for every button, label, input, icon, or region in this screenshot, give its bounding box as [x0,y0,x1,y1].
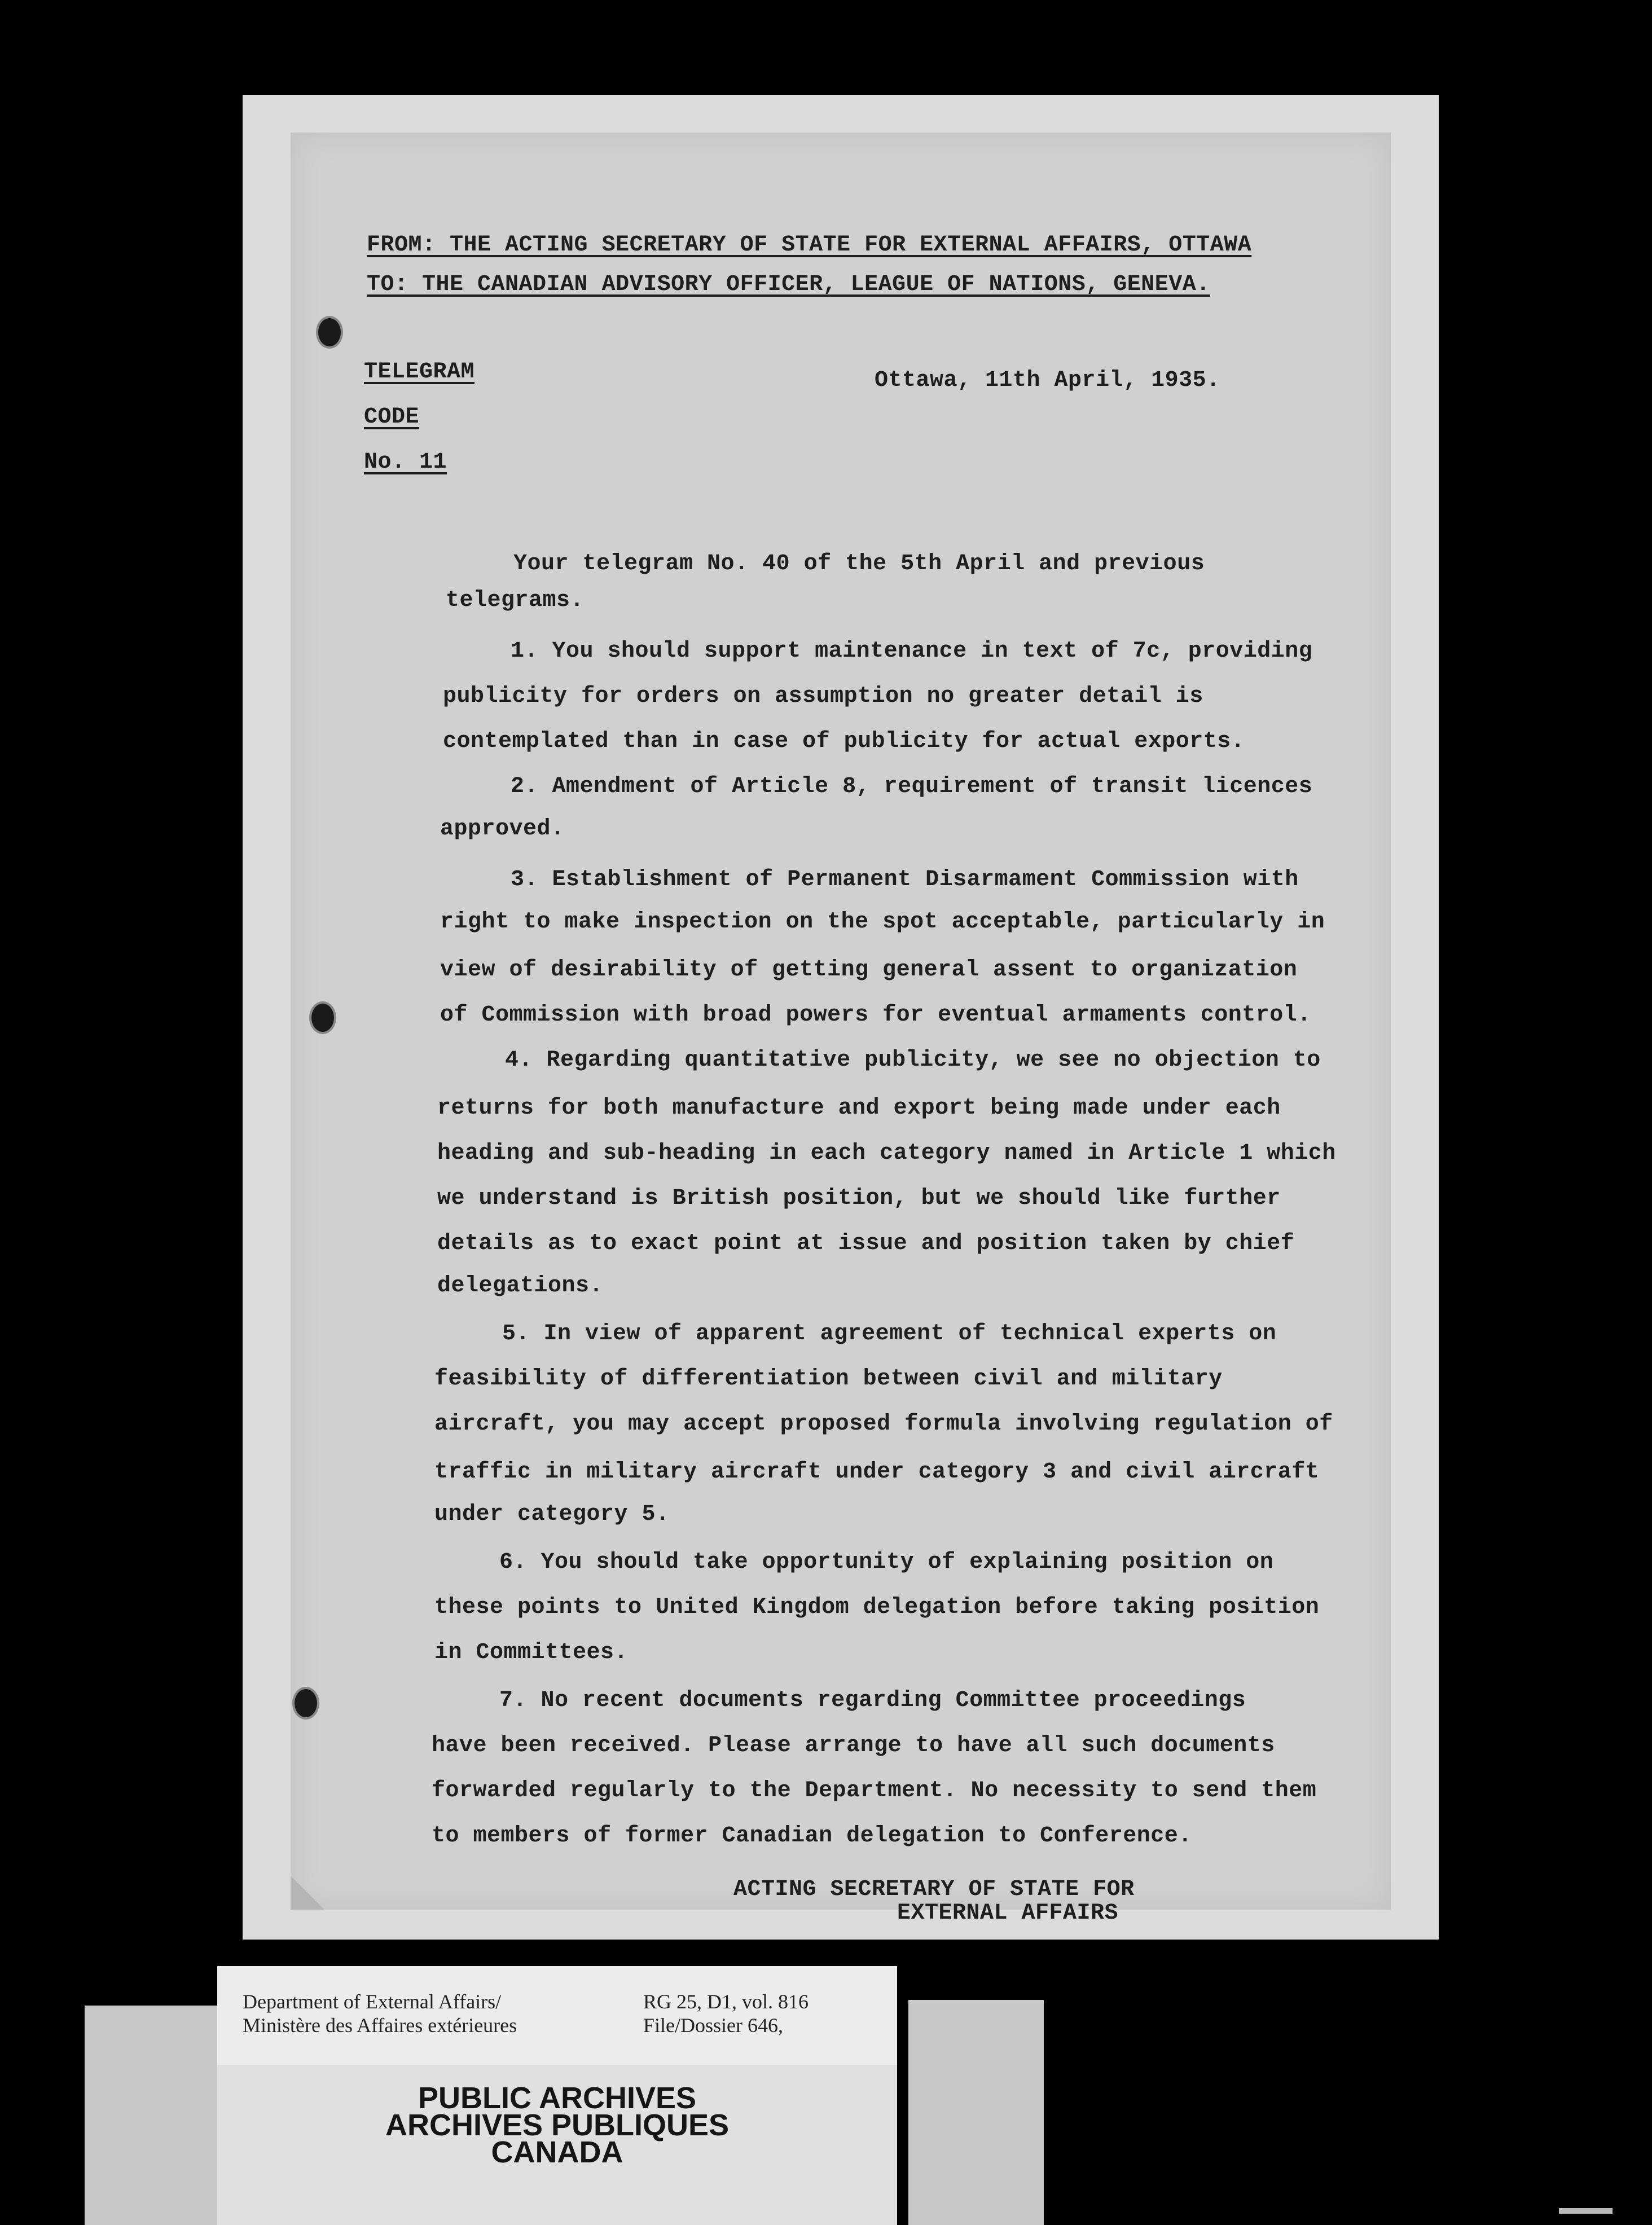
place-date: Ottawa, 11th April, 1935. [875,368,1220,393]
department-en: Department of External Affairs/ [243,1990,502,2013]
body-line: returns for both manufacture and export being made under each [437,1096,1281,1121]
body-line: right to make inspection on the spot acceptable, particularly in [440,909,1325,935]
archive-reference-label [217,1966,897,2065]
punch-hole-middle [309,1001,336,1034]
body-line: aircraft, you may accept proposed formula involving regulation of [434,1411,1333,1437]
film-tab-left [85,2006,217,2225]
body-line: delegations. [437,1273,604,1299]
body-line: 3. Establishment of Permanent Disarmament Commission with [511,867,1299,892]
body-line: have been received. Please arrange to have all such documents [432,1733,1275,1758]
body-line: view of desirability of getting general assent to organization [440,957,1298,983]
to-line: TO: THE CANADIAN ADVISORY OFFICER, LEAGUE OF NATIONS, GENEVA. [367,272,1210,297]
body-line: feasibility of differentiation between civil and military [434,1366,1223,1392]
body-line: heading and sub-heading in each category named in Article 1 which [437,1141,1336,1166]
film-edge-mark [1559,2208,1613,2214]
body-line: to members of former Canadian delegation to Conference. [432,1823,1192,1849]
stamp-line-2: ARCHIVES PUBLIQUES [385,2108,730,2142]
file-dossier-ref: File/Dossier 646, [643,2014,783,2037]
telegram-number: No. 11 [364,450,447,475]
body-line: under category 5. [434,1502,670,1527]
body-line: publicity for orders on assumption no greater detail is [443,684,1203,709]
body-line: we understand is British position, but we should like further [437,1186,1281,1211]
department-fr: Ministère des Affaires extérieures [243,2014,517,2037]
body-line: 4. Regarding quantitative publicity, we see no objection to [505,1048,1321,1073]
punch-hole-bottom [292,1687,319,1720]
body-line: of Commission with broad powers for eventual armaments control. [440,1002,1311,1028]
from-line: FROM: THE ACTING SECRETARY OF STATE FOR EXTERNAL AFFAIRS, OTTAWA [367,232,1252,258]
body-line: in Committees. [434,1640,629,1665]
body-line: approved. [440,816,565,842]
folded-corner [291,1876,324,1910]
stamp-line-1: PUBLIC ARCHIVES [418,2081,697,2115]
telegram-label: TELEGRAM [364,359,475,385]
record-group-ref: RG 25, D1, vol. 816 [643,1990,809,2013]
body-line: 1. You should support maintenance in text of 7c, providing [511,639,1313,664]
body-line: these points to United Kingdom delegation before taking position [434,1595,1320,1620]
stamp-line-3: CANADA [491,2135,623,2169]
signature-line-2: EXTERNAL AFFAIRS [897,1901,1119,1926]
body-line: forwarded regularly to the Department. No necessity to send them [432,1778,1317,1804]
body-line: telegrams. [446,588,585,613]
body-line: traffic in military aircraft under category 3 and civil aircraft [434,1459,1320,1485]
body-line: 2. Amendment of Article 8, requirement of transit licences [511,774,1313,799]
body-line: contemplated than in case of publicity for actual exports. [443,729,1245,754]
film-tab-right [908,2000,1044,2225]
body-line: 7. No recent documents regarding Committee proceedings [499,1688,1246,1713]
body-line: 6. You should take opportunity of explaining position on [499,1550,1274,1575]
body-line: Your telegram No. 40 of the 5th April and previous [513,551,1205,577]
punch-hole-top [316,316,343,349]
code-label: CODE [364,404,420,430]
signature-line-1: ACTING SECRETARY OF STATE FOR [733,1877,1135,1902]
body-line: details as to exact point at issue and position taken by chief [437,1231,1295,1256]
archives-stamp-band [217,2065,897,2225]
body-line: 5. In view of apparent agreement of technical experts on [502,1321,1277,1347]
